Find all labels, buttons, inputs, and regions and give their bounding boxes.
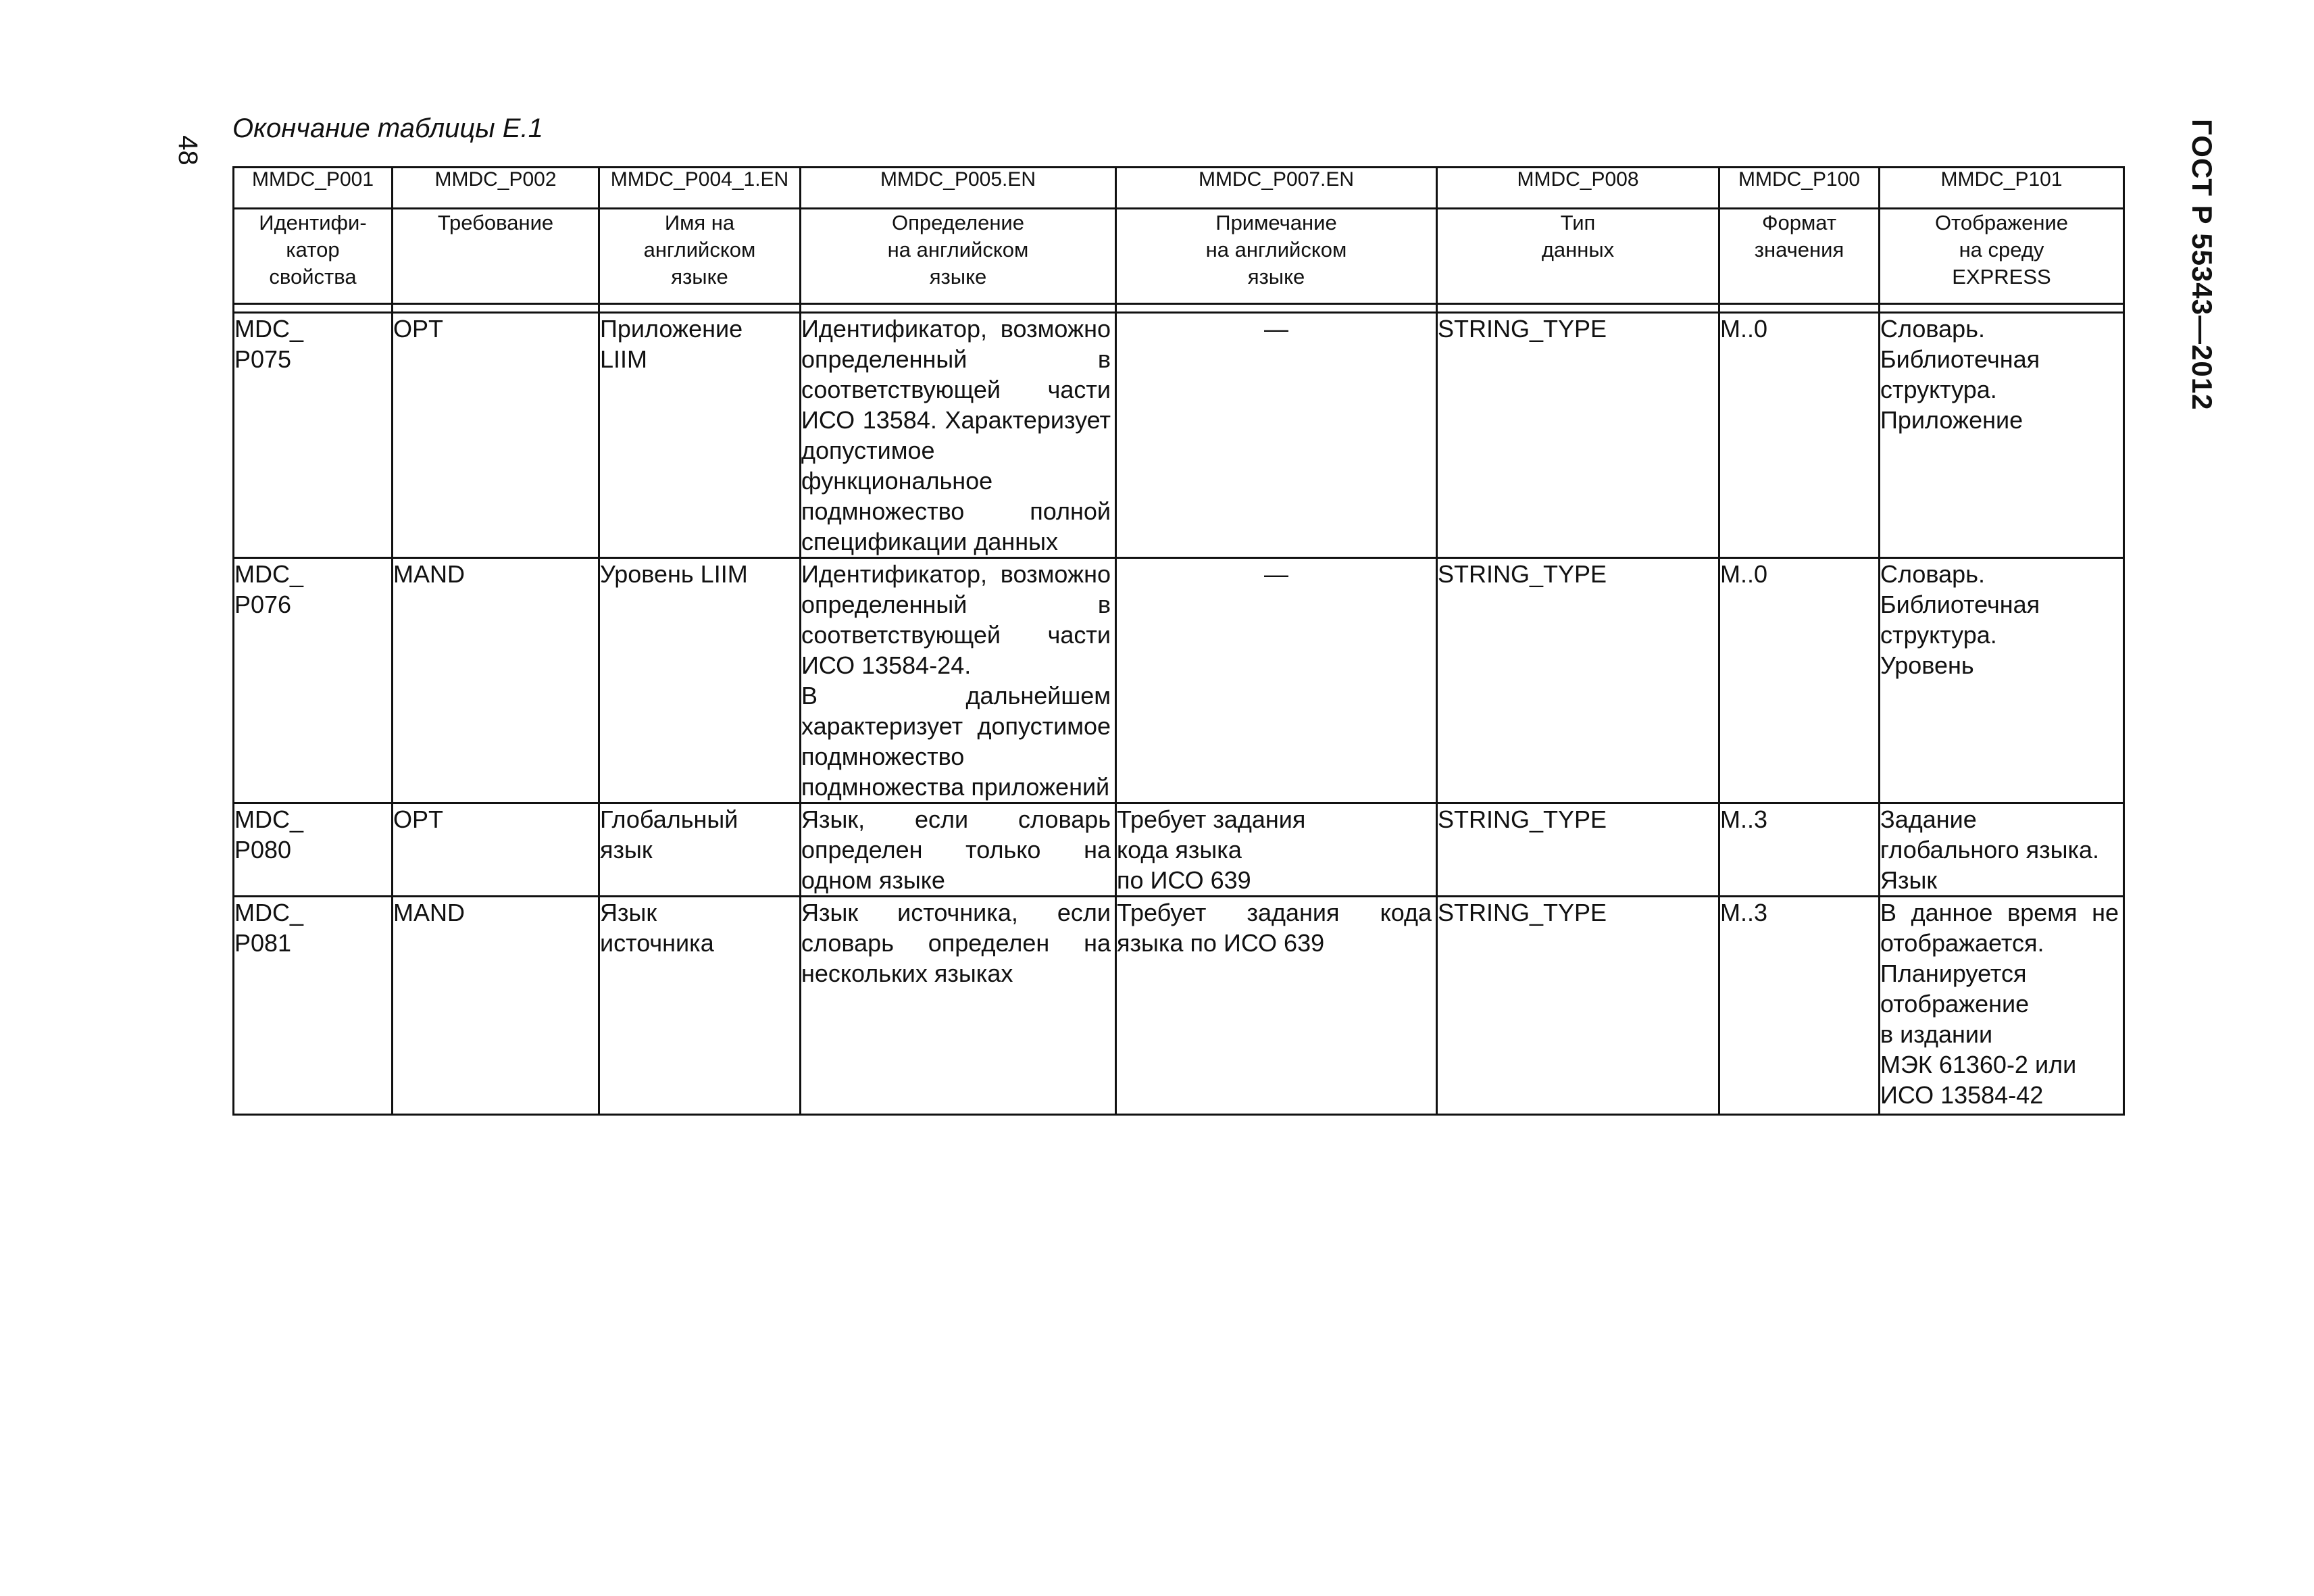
name-en: Глобальный язык [599, 803, 801, 897]
note-en: — [1116, 558, 1437, 803]
column-code: MMDC_P008 [1437, 168, 1719, 209]
note-en: — [1116, 313, 1437, 558]
column-code: MMDC_P004_1.EN [599, 168, 801, 209]
data-type: STRING_TYPE [1437, 558, 1719, 803]
table-row [234, 803, 2124, 897]
column-code: MMDC_P005.EN [801, 168, 1116, 209]
note-en: Требует задания кода языка по ИСО 639 [1116, 803, 1437, 897]
definition-en: Идентификатор, возможно определенный в соответствующей части ИСО 13584-24. В дальнейшем характеризует допустимое подмножество подмножества приложений [801, 558, 1116, 803]
data-type: STRING_TYPE [1437, 897, 1719, 1115]
name-en: Язык источника [599, 897, 801, 1115]
property-table [232, 166, 2125, 1116]
note-en: Требует задания кода языка по ИСО 639 [1116, 897, 1437, 1115]
column-name: Тип данных [1437, 209, 1719, 304]
express-mapping: Словарь. Библиотечная структура. Приложение [1880, 313, 2124, 558]
requirement: OPT [393, 803, 599, 897]
name-en: Приложение LIIM [599, 313, 801, 558]
value-format: M..0 [1719, 558, 1880, 803]
data-type: STRING_TYPE [1437, 803, 1719, 897]
property-id: MDC_ P076 [234, 558, 393, 803]
column-code: MMDC_P101 [1880, 168, 2124, 209]
column-name: Отображение на среду EXPRESS [1880, 209, 2124, 304]
name-en: Уровень LIIM [599, 558, 801, 803]
definition-en: Язык источника, если словарь определен на нескольких языках [801, 897, 1116, 1115]
column-name: Идентифи- катор свойства [234, 209, 393, 304]
table-caption: Окончание таблицы Е.1 [232, 114, 543, 143]
table-row [234, 558, 2124, 803]
express-mapping: Словарь. Библиотечная структура. Уровень [1880, 558, 2124, 803]
definition-en: Язык, если словарь определен только на одном языке [801, 803, 1116, 897]
page-number: 48 [172, 135, 203, 166]
definition-en: Идентификатор, возможно определенный в соответствующей части ИСО 13584. Характеризует допустимое функциональное подмножество полной спецификации данных [801, 313, 1116, 558]
column-name: Определение на английском языке [801, 209, 1116, 304]
property-id: MDC_ P075 [234, 313, 393, 558]
table-row [234, 313, 2124, 558]
property-id: MDC_ P081 [234, 897, 393, 1115]
value-format: M..0 [1719, 313, 1880, 558]
value-format: M..3 [1719, 897, 1880, 1115]
column-code: MMDC_P100 [1719, 168, 1880, 209]
table-row [234, 897, 2124, 1115]
column-code: MMDC_P002 [393, 168, 599, 209]
column-name-row [234, 209, 2124, 304]
column-name: Примечание на английском языке [1116, 209, 1437, 304]
express-mapping: В данное время не отображается. Планируется отображение в издании МЭК 61360-2 или ИСО 13584-42 [1880, 897, 2124, 1115]
column-code: MMDC_P007.EN [1116, 168, 1437, 209]
column-code-row [234, 168, 2124, 209]
column-name: Формат значения [1719, 209, 1880, 304]
value-format: M..3 [1719, 803, 1880, 897]
column-name: Требование [393, 209, 599, 304]
requirement: MAND [393, 897, 599, 1115]
document-code: ГОСТ Р 55343—2012 [2186, 119, 2218, 411]
requirement: OPT [393, 313, 599, 558]
property-id: MDC_ P080 [234, 803, 393, 897]
header-separator [234, 304, 2124, 313]
data-type: STRING_TYPE [1437, 313, 1719, 558]
column-name: Имя на английском языке [599, 209, 801, 304]
column-code: MMDC_P001 [234, 168, 393, 209]
express-mapping: Задание глобального языка. Язык [1880, 803, 2124, 897]
requirement: MAND [393, 558, 599, 803]
